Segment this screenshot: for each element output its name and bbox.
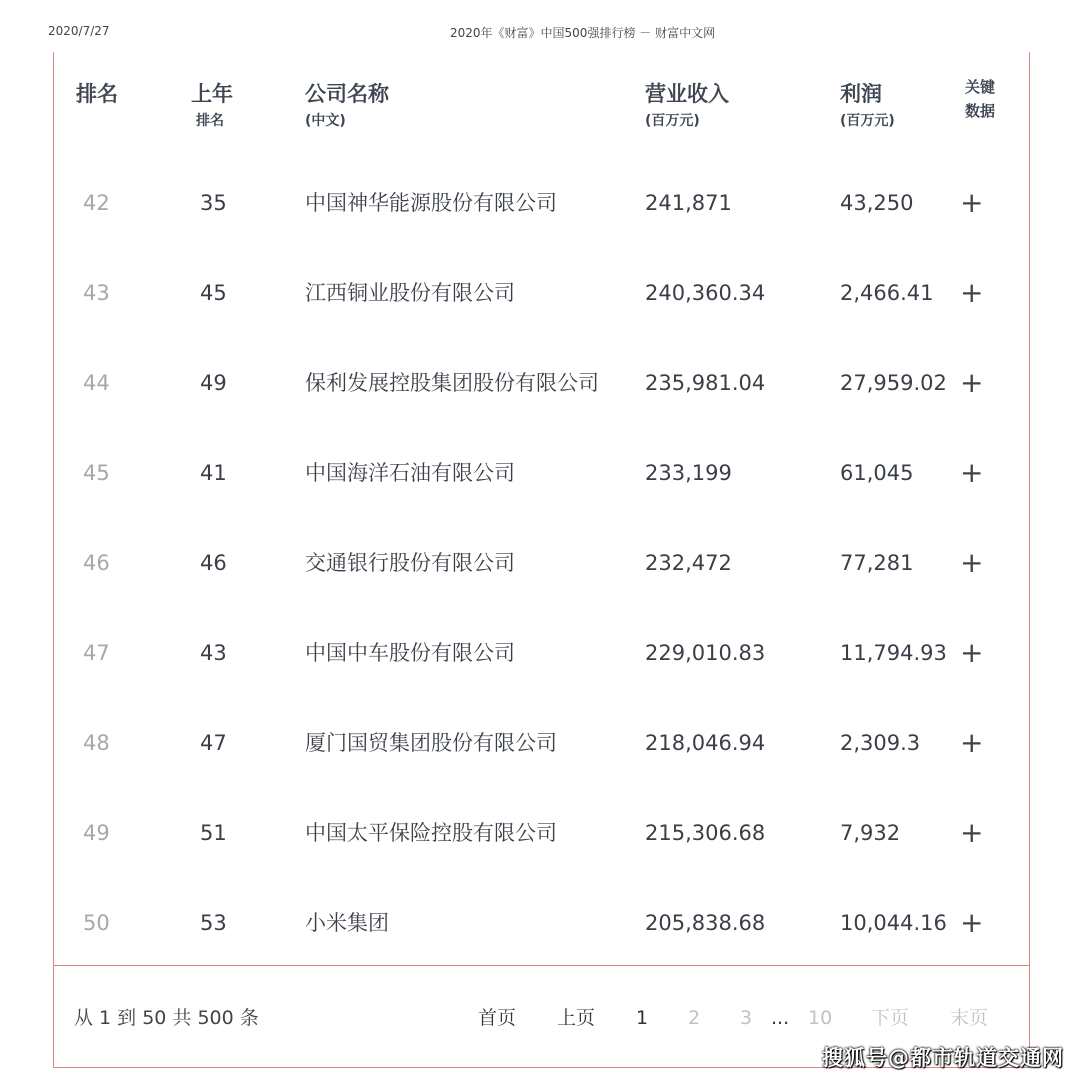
print-title: 2020年《财富》中国500强排行榜 － 财富中文网 bbox=[450, 26, 716, 40]
prev-rank-cell: 45 bbox=[200, 281, 227, 305]
profit-cell: 2,466.41 bbox=[840, 281, 934, 305]
page-link-3[interactable]: 3 bbox=[740, 1007, 753, 1029]
revenue-cell: 240,360.34 bbox=[645, 281, 766, 305]
revenue-cell: 235,981.04 bbox=[645, 371, 766, 395]
prev-rank-cell: 51 bbox=[200, 821, 227, 845]
header-key-data-1: 关键 bbox=[965, 78, 996, 96]
header-profit: 利润 bbox=[840, 82, 882, 106]
revenue-cell: 215,306.68 bbox=[645, 821, 766, 845]
rank-cell: 43 bbox=[83, 281, 110, 305]
revenue-cell: 232,472 bbox=[645, 551, 732, 575]
expand-plus-icon[interactable]: + bbox=[960, 276, 984, 309]
table-row bbox=[54, 186, 1031, 281]
page-ellipsis: ... bbox=[771, 1007, 790, 1029]
table-row bbox=[54, 906, 1031, 1001]
table-row bbox=[54, 816, 1031, 911]
record-summary: 从 1 到 50 共 500 条 bbox=[74, 1007, 259, 1029]
table-row bbox=[54, 726, 1031, 821]
prev-rank-cell: 47 bbox=[200, 731, 227, 755]
company-name-cell: 中国海洋石油有限公司 bbox=[305, 461, 515, 485]
header-revenue: 营业收入 bbox=[645, 82, 729, 106]
expand-plus-icon[interactable]: + bbox=[960, 456, 984, 489]
ranking-table-frame bbox=[53, 52, 1030, 1068]
revenue-cell: 218,046.94 bbox=[645, 731, 766, 755]
profit-cell: 43,250 bbox=[840, 191, 914, 215]
profit-cell: 27,959.02 bbox=[840, 371, 947, 395]
table-row bbox=[54, 456, 1031, 551]
header-company-sub: (中文) bbox=[305, 113, 346, 129]
header-prev-rank: 上年 bbox=[191, 82, 233, 106]
next-page-link[interactable]: 下页 bbox=[871, 1007, 910, 1029]
rank-cell: 49 bbox=[83, 821, 110, 845]
last-page-link[interactable]: 末页 bbox=[950, 1007, 989, 1029]
prev-rank-cell: 35 bbox=[200, 191, 227, 215]
profit-cell: 11,794.93 bbox=[840, 641, 947, 665]
table-row bbox=[54, 276, 1031, 371]
header-rank: 排名 bbox=[76, 82, 118, 106]
expand-plus-icon[interactable]: + bbox=[960, 546, 984, 579]
prev-rank-cell: 41 bbox=[200, 461, 227, 485]
rank-cell: 45 bbox=[83, 461, 110, 485]
rank-cell: 48 bbox=[83, 731, 110, 755]
profit-cell: 2,309.3 bbox=[840, 731, 921, 755]
revenue-cell: 205,838.68 bbox=[645, 911, 766, 935]
prev-rank-cell: 49 bbox=[200, 371, 227, 395]
profit-cell: 61,045 bbox=[840, 461, 914, 485]
watermark-text: 搜狐号@都市轨道交通网 bbox=[822, 1046, 1064, 1070]
rank-cell: 42 bbox=[83, 191, 110, 215]
header-company: 公司名称 bbox=[305, 82, 389, 106]
revenue-cell: 241,871 bbox=[645, 191, 732, 215]
expand-plus-icon[interactable]: + bbox=[960, 906, 984, 939]
profit-cell: 10,044.16 bbox=[840, 911, 947, 935]
header-key-data-2: 数据 bbox=[965, 102, 996, 120]
company-name-cell: 小米集团 bbox=[305, 911, 389, 935]
rank-cell: 47 bbox=[83, 641, 110, 665]
company-name-cell: 中国中车股份有限公司 bbox=[305, 641, 515, 665]
page-link-2[interactable]: 2 bbox=[688, 1007, 701, 1029]
company-name-cell: 交通银行股份有限公司 bbox=[305, 551, 515, 575]
prev-page-link[interactable]: 上页 bbox=[557, 1007, 596, 1029]
prev-rank-cell: 53 bbox=[200, 911, 227, 935]
rank-cell: 46 bbox=[83, 551, 110, 575]
header-revenue-sub: (百万元) bbox=[645, 113, 700, 129]
company-name-cell: 中国神华能源股份有限公司 bbox=[305, 191, 557, 215]
page-link-1[interactable]: 1 bbox=[636, 1007, 649, 1029]
company-name-cell: 保利发展控股集团股份有限公司 bbox=[305, 371, 599, 395]
table-row bbox=[54, 636, 1031, 731]
company-name-cell: 中国太平保险控股有限公司 bbox=[305, 821, 557, 845]
footer-divider bbox=[54, 965, 1029, 966]
company-name-cell: 江西铜业股份有限公司 bbox=[305, 281, 515, 305]
expand-plus-icon[interactable]: + bbox=[960, 726, 984, 759]
revenue-cell: 233,199 bbox=[645, 461, 732, 485]
company-name-cell: 厦门国贸集团股份有限公司 bbox=[305, 731, 557, 755]
print-header bbox=[0, 24, 1080, 44]
expand-plus-icon[interactable]: + bbox=[960, 816, 984, 849]
rank-cell: 50 bbox=[83, 911, 110, 935]
header-profit-sub: (百万元) bbox=[840, 113, 895, 129]
table-row bbox=[54, 366, 1031, 461]
profit-cell: 7,932 bbox=[840, 821, 901, 845]
table-row bbox=[54, 546, 1031, 641]
first-page-link[interactable]: 首页 bbox=[478, 1007, 517, 1029]
expand-plus-icon[interactable]: + bbox=[960, 366, 984, 399]
prev-rank-cell: 46 bbox=[200, 551, 227, 575]
revenue-cell: 229,010.83 bbox=[645, 641, 766, 665]
expand-plus-icon[interactable]: + bbox=[960, 186, 984, 219]
expand-plus-icon[interactable]: + bbox=[960, 636, 984, 669]
prev-rank-cell: 43 bbox=[200, 641, 227, 665]
print-date: 2020/7/27 bbox=[48, 24, 110, 38]
header-prev-rank-sub: 排名 bbox=[196, 113, 224, 129]
profit-cell: 77,281 bbox=[840, 551, 914, 575]
page-link-10[interactable]: 10 bbox=[808, 1007, 833, 1029]
rank-cell: 44 bbox=[83, 371, 110, 395]
